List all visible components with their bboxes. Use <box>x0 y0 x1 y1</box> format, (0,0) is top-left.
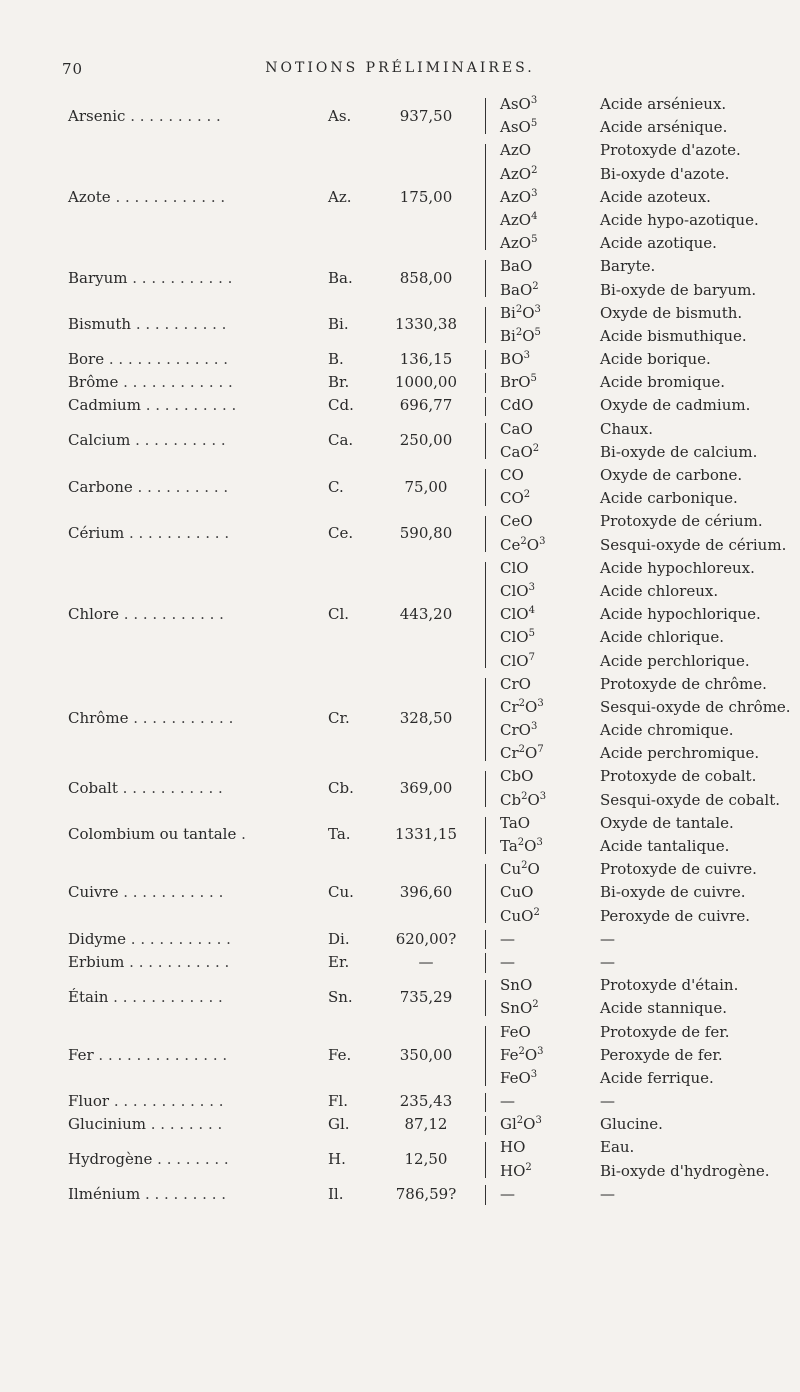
compound-name: — <box>600 952 615 971</box>
table-row <box>0 186 800 209</box>
compound-formula: $Bi^2O^5$ <box>500 326 541 345</box>
compound-name: Acide arsénieux. <box>600 95 727 113</box>
compound-name: Oxyde de carbone. <box>600 466 743 484</box>
group-brace <box>485 678 486 761</box>
group-brace <box>485 1026 486 1086</box>
compound-formula: $Gl^2O^3$ <box>500 1115 542 1134</box>
atomic-weight: 858,00 <box>399 268 453 287</box>
compound-name: Acide hypochloreux. <box>600 558 755 577</box>
compound-formula: — <box>500 929 515 948</box>
compound-formula: CdO <box>500 396 534 415</box>
compound-formula: AzO$^2$ <box>500 164 538 183</box>
group-brace <box>485 864 486 924</box>
compound-formula: — <box>500 1184 515 1203</box>
compound-name: Protoxyde de chrôme. <box>600 674 767 693</box>
element-name: Cuivre . . . . . . . . . . . <box>68 883 224 902</box>
compound-name: Peroxyde de fer. <box>600 1045 723 1064</box>
compound-formula: CaO <box>500 419 533 438</box>
compound-formula: AzO$^5$ <box>500 234 538 253</box>
table-row <box>0 255 800 287</box>
atomic-weight: 937,50 <box>399 106 453 125</box>
compound-formula: $Bi^2O^3$ <box>500 303 541 322</box>
table-row <box>0 279 800 302</box>
table-row <box>0 928 800 951</box>
table-row <box>0 348 800 371</box>
group-rule <box>485 350 486 369</box>
atomic-weight: 1000,00 <box>394 373 458 392</box>
compound-formula: CuO <box>500 883 534 902</box>
group-brace <box>485 980 486 1016</box>
table-row <box>0 580 800 603</box>
element-name: Cérium . . . . . . . . . . . <box>68 523 230 542</box>
compound-name: Sesqui-oxyde de cérium. <box>600 535 787 554</box>
atomic-weight: 328,50 <box>399 709 453 728</box>
compound-name: Acide perchromique. <box>600 744 760 763</box>
compound-name: Bi-oxyde d'hydrogène. <box>600 1161 770 1180</box>
running-head: NOTIONS PRÉLIMINAIRES. <box>265 60 535 76</box>
compound-formula: CO <box>500 466 524 484</box>
compound-name: Acide tantalique. <box>600 837 730 855</box>
table-row <box>0 418 800 450</box>
compound-formula: CaO$^2$ <box>500 442 540 461</box>
compound-name: Protoxyde d'azote. <box>600 141 741 160</box>
table-row <box>0 1044 800 1067</box>
compound-name: Bi-oxyde de baryum. <box>600 280 757 299</box>
compound-formula: — <box>500 952 515 971</box>
compound-name: Acide chloreux. <box>600 581 719 600</box>
compound-name: Acide bismuthique. <box>600 326 747 345</box>
element-symbol: Sn. <box>328 987 353 1006</box>
element-symbol: Gl. <box>328 1115 350 1134</box>
compound-name: Glucine. <box>600 1115 663 1134</box>
compound-formula: HO <box>500 1138 526 1157</box>
element-name: Chrôme . . . . . . . . . . . <box>68 709 234 728</box>
table-row <box>0 464 800 496</box>
element-symbol: Di. <box>328 929 350 948</box>
table-row <box>0 302 800 334</box>
atomic-weight: — <box>418 952 434 971</box>
element-symbol: Cu. <box>328 883 354 902</box>
group-rule <box>485 397 486 416</box>
compound-name: Peroxyde de cuivre. <box>600 906 751 925</box>
element-name: Cadmium . . . . . . . . . . <box>68 396 237 415</box>
table-row <box>0 371 800 394</box>
element-symbol: Cb. <box>328 779 354 798</box>
table-row <box>0 163 800 186</box>
element-symbol: Bi. <box>328 315 349 334</box>
table-row <box>0 139 800 162</box>
compound-formula: $Cb^2O^3$ <box>500 790 547 809</box>
group-brace <box>485 817 486 853</box>
compound-formula: CeO <box>500 512 533 531</box>
element-symbol: Ta. <box>328 825 351 844</box>
compound-name: Acide bromique. <box>600 373 726 392</box>
compound-name: — <box>600 929 615 948</box>
group-brace <box>485 423 486 459</box>
elements-table <box>0 93 800 1206</box>
group-rule <box>485 930 486 949</box>
compound-name: Oxyde de cadmium. <box>600 396 751 415</box>
table-row <box>0 232 800 255</box>
element-name: Chlore . . . . . . . . . . . <box>68 605 224 624</box>
table-row <box>0 1090 800 1113</box>
compound-name: Sesqui-oxyde de cobalt. <box>600 790 781 809</box>
table-row <box>0 1136 800 1169</box>
group-rule <box>485 953 486 972</box>
element-symbol: H. <box>328 1150 346 1169</box>
compound-formula: CrO$^3$ <box>500 721 538 740</box>
element-symbol: Fl. <box>328 1092 348 1111</box>
compound-formula: ClO$^3$ <box>500 581 535 600</box>
table-row <box>0 510 800 542</box>
element-name: Cobalt . . . . . . . . . . . <box>68 779 223 798</box>
compound-name: Acide chlorique. <box>600 628 725 647</box>
element-name: Glucinium . . . . . . . . <box>68 1115 223 1134</box>
group-rule <box>485 1116 486 1135</box>
atomic-weight: 250,00 <box>399 431 453 450</box>
compound-formula: $Cr^2O^7$ <box>500 744 544 763</box>
element-symbol: Cd. <box>328 396 354 415</box>
table-row <box>0 1113 800 1136</box>
table-row <box>0 835 800 858</box>
compound-name: Bi-oxyde de cuivre. <box>600 883 746 902</box>
compound-formula: $HO^2$ <box>500 1161 532 1180</box>
compound-formula: BaO$^2$ <box>500 280 539 299</box>
group-brace <box>485 98 486 134</box>
table-row <box>0 881 800 904</box>
compound-formula: AsO$^3$ <box>500 95 538 113</box>
element-symbol: Cl. <box>328 605 350 624</box>
table-row <box>0 487 800 510</box>
compound-name: Sesqui-oxyde de chrôme. <box>600 697 791 716</box>
group-rule <box>485 373 486 392</box>
element-symbol: Il. <box>328 1184 344 1203</box>
table-row <box>0 1183 800 1206</box>
table-row <box>0 325 800 348</box>
element-name: Fluor . . . . . . . . . . . . <box>68 1092 224 1111</box>
compound-formula: FeO <box>500 1022 531 1041</box>
compound-name: Acide hypochlorique. <box>600 605 761 624</box>
table-row <box>0 394 800 417</box>
table-row <box>0 765 800 798</box>
group-brace <box>485 469 486 505</box>
table-row <box>0 626 800 649</box>
element-symbol: Ca. <box>328 431 354 450</box>
compound-name: Bi-oxyde de calcium. <box>600 442 758 461</box>
compound-name: Acide carbonique. <box>600 489 738 508</box>
atomic-weight: 620,00? <box>395 929 457 948</box>
element-name: Azote . . . . . . . . . . . . <box>68 187 226 206</box>
compound-name: Bi-oxyde d'azote. <box>600 164 730 183</box>
atomic-weight: 1330,38 <box>394 315 458 334</box>
compound-formula: ClO <box>500 558 529 577</box>
compound-name: Chaux. <box>600 419 653 438</box>
atomic-weight: 75,00 <box>404 477 448 496</box>
compound-name: Acide perchlorique. <box>600 651 750 670</box>
compound-name: Oxyde de bismuth. <box>600 303 743 322</box>
element-symbol: Ba. <box>328 268 353 287</box>
table-row <box>0 650 800 673</box>
atomic-weight: 735,29 <box>399 987 453 1006</box>
table-row <box>0 441 800 464</box>
element-name: Étain . . . . . . . . . . . . <box>68 987 223 1006</box>
group-brace <box>485 144 486 250</box>
compound-name: Protoxyde de cérium. <box>600 512 763 531</box>
compound-formula: CuO$^2$ <box>500 906 540 925</box>
compound-formula: SnO$^2$ <box>500 999 539 1018</box>
table-row <box>0 696 800 728</box>
atomic-weight: 396,60 <box>399 883 453 902</box>
compound-name: Acide stannique. <box>600 999 727 1018</box>
atomic-weight: 696,77 <box>399 396 453 415</box>
compound-name: Eau. <box>600 1138 635 1157</box>
compound-name: Acide arsénique. <box>600 118 728 137</box>
compound-formula: $Cr^2O^3$ <box>500 697 544 716</box>
table-row <box>0 905 800 928</box>
compound-formula: TaO <box>500 813 531 832</box>
element-symbol: B. <box>328 350 344 369</box>
compound-formula: $CO^2$ <box>500 489 531 508</box>
atomic-weight: 590,80 <box>399 523 453 542</box>
element-name: Arsenic . . . . . . . . . . <box>68 106 221 125</box>
table-row <box>0 209 800 232</box>
atomic-weight: 12,50 <box>404 1150 448 1169</box>
compound-name: Protoxyde de cuivre. <box>600 860 757 879</box>
compound-name: Protoxyde de cobalt. <box>600 767 757 786</box>
compound-name: Acide hypo-azotique. <box>600 210 759 229</box>
atomic-weight: 175,00 <box>399 187 453 206</box>
element-name: Brôme . . . . . . . . . . . . <box>68 373 233 392</box>
atomic-weight: 136,15 <box>399 350 453 369</box>
element-symbol: Br. <box>328 373 350 392</box>
element-name: Erbium . . . . . . . . . . . <box>68 952 230 971</box>
element-name: Hydrogène . . . . . . . . <box>68 1150 229 1169</box>
compound-formula: CrO <box>500 674 531 693</box>
compound-formula: BaO <box>500 257 533 276</box>
compound-name: Protoxyde d'étain. <box>600 976 739 995</box>
table-row <box>0 93 800 125</box>
element-name: Fer . . . . . . . . . . . . . . <box>68 1045 228 1064</box>
compound-formula: SnO <box>500 976 533 995</box>
atomic-weight: 350,00 <box>399 1045 453 1064</box>
element-name: Colombium ou tantale . <box>68 825 246 844</box>
element-name: Ilménium . . . . . . . . . <box>68 1184 226 1203</box>
compound-name: Acide ferrique. <box>600 1068 714 1087</box>
table-row <box>0 812 800 844</box>
group-rule <box>485 1093 486 1112</box>
table-row <box>0 719 800 742</box>
page-header <box>0 60 800 86</box>
element-symbol: Cr. <box>328 709 350 728</box>
table-row <box>0 116 800 139</box>
element-symbol: C. <box>328 477 344 496</box>
element-name: Didyme . . . . . . . . . . . <box>68 929 231 948</box>
compound-name: — <box>600 1184 615 1203</box>
compound-formula: AzO <box>500 141 532 160</box>
compound-name: Oxyde de tantale. <box>600 813 734 832</box>
compound-name: Baryte. <box>600 257 656 276</box>
compound-formula: — <box>500 1092 515 1111</box>
element-name: Baryum . . . . . . . . . . . <box>68 268 233 287</box>
table-row <box>0 603 800 626</box>
element-symbol: Er. <box>328 952 350 971</box>
element-name: Carbone . . . . . . . . . . <box>68 477 229 496</box>
table-row <box>0 951 800 974</box>
compound-formula: Cu$^2$O <box>500 860 540 879</box>
compound-formula: ClO$^7$ <box>500 651 535 670</box>
compound-name: — <box>600 1092 615 1111</box>
compound-name: Acide borique. <box>600 350 711 369</box>
group-brace <box>485 307 486 343</box>
compound-name: Acide azoteux. <box>600 187 711 206</box>
atomic-weight: 235,43 <box>399 1092 453 1111</box>
table-row <box>0 1067 800 1090</box>
group-brace <box>485 771 486 807</box>
compound-formula: FeO$^3$ <box>500 1068 538 1087</box>
group-brace <box>485 516 486 552</box>
table-row <box>0 1160 800 1183</box>
group-rule <box>485 1185 486 1204</box>
table-row <box>0 742 800 765</box>
compound-name: Acide chromique. <box>600 721 734 740</box>
compound-formula: ClO$^5$ <box>500 628 535 647</box>
page-number: 70 <box>62 60 84 78</box>
table-row <box>0 673 800 696</box>
compound-formula: BrO$^5$ <box>500 373 537 392</box>
element-name: Bismuth . . . . . . . . . . <box>68 315 227 334</box>
element-name: Bore . . . . . . . . . . . . . <box>68 350 229 369</box>
compound-formula: ClO$^4$ <box>500 605 535 624</box>
atomic-weight: 87,12 <box>404 1115 448 1134</box>
table-row <box>0 858 800 881</box>
element-name: Calcium . . . . . . . . . . <box>68 431 226 450</box>
table-row <box>0 534 800 557</box>
compound-formula: AsO$^5$ <box>500 118 538 137</box>
compound-formula: AzO$^4$ <box>500 210 538 229</box>
compound-name: Acide azotique. <box>600 234 717 253</box>
table-row <box>0 557 800 580</box>
compound-formula: AzO$^3$ <box>500 187 538 206</box>
table-row <box>0 789 800 812</box>
table-row <box>0 974 800 1006</box>
element-symbol: Ce. <box>328 523 354 542</box>
group-brace <box>485 1142 486 1178</box>
table-row <box>0 997 800 1020</box>
compound-formula: CbO <box>500 767 534 786</box>
element-symbol: Az. <box>328 187 352 206</box>
group-brace <box>485 260 486 296</box>
compound-formula: $Ta^2O^3$ <box>500 837 543 855</box>
atomic-weight: 1331,15 <box>394 825 458 844</box>
compound-name: Protoxyde de fer. <box>600 1022 730 1041</box>
atomic-weight: 369,00 <box>399 779 453 798</box>
compound-formula: $Ce^2O^3$ <box>500 535 546 554</box>
compound-formula: $BO^3$ <box>500 350 530 369</box>
element-symbol: As. <box>328 106 352 125</box>
atomic-weight: 786,59? <box>395 1184 457 1203</box>
element-symbol: Fe. <box>328 1045 352 1064</box>
group-brace <box>485 562 486 668</box>
table-row <box>0 1021 800 1044</box>
atomic-weight: 443,20 <box>399 605 453 624</box>
compound-formula: $Fe^2O^3$ <box>500 1045 544 1064</box>
